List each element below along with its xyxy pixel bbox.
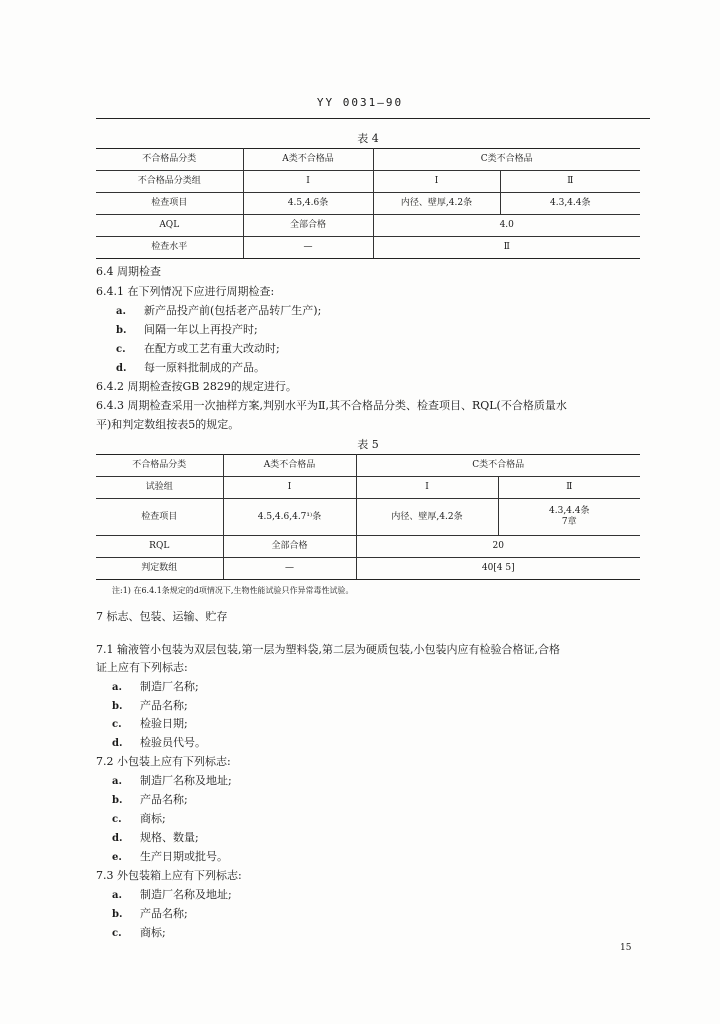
list-item: c. 在配方或工艺有重大改动时; (116, 342, 280, 355)
list-item: c. 商标; (112, 812, 166, 825)
table-cell: 内径、壁厚,4.2条 (356, 499, 498, 536)
table-cell: — (223, 558, 356, 580)
section-7-heading: 7 标志、包装、运输、贮存 (96, 610, 228, 623)
list-item: a. 新产品投产前(包括老产品转厂生产); (116, 304, 322, 317)
table-row (96, 499, 640, 536)
table-cell: 判定数组 (96, 558, 223, 580)
table-cell: Ⅱ (373, 237, 640, 259)
table-cell: 不合格品分类 (96, 455, 223, 477)
list-item: b. 间隔一年以上再投产时; (116, 323, 258, 336)
list-item: b. 产品名称; (112, 699, 188, 712)
table-cell: C类不合格品 (373, 149, 640, 171)
table-cell: Ⅰ (373, 171, 500, 193)
table-row (96, 455, 640, 477)
page-number: 15 (620, 943, 632, 953)
table-cell: A类不合格品 (223, 455, 356, 477)
table-cell: 检查水平 (96, 237, 243, 259)
list-item: c. 检验日期; (112, 717, 188, 730)
clause-6-4-1: 6.4.1 在下列情况下应进行周期检查: (96, 285, 275, 298)
list-item: d. 每一原料批制成的产品。 (116, 361, 265, 374)
section-6-4-heading: 6.4 周期检查 (96, 265, 161, 278)
table-cell: RQL (96, 536, 223, 558)
table5-note: 注:1) 在6.4.1条规定的d项情况下,生物性能试验只作异常毒性试验。 (112, 586, 354, 595)
table-cell: 全部合格 (243, 215, 373, 237)
list-item: c. 商标; (112, 926, 166, 939)
table-cell: 试验组 (96, 477, 223, 499)
table-row (96, 149, 640, 171)
table-cell: Ⅰ (243, 171, 373, 193)
header-rule (96, 118, 650, 119)
table-cell: 不合格品分类组 (96, 171, 243, 193)
table-cell: 全部合格 (223, 536, 356, 558)
table-cell: — (243, 237, 373, 259)
table-cell: 检查项目 (96, 499, 223, 536)
clause-6-4-3-cont: 平)和判定数组按表5的规定。 (96, 418, 240, 431)
table-cell: Ⅱ (500, 171, 640, 193)
table-cell: Ⅰ (223, 477, 356, 499)
clause-7-3: 7.3 外包装箱上应有下列标志: (96, 869, 242, 882)
table-row (96, 171, 640, 193)
table-cell: AQL (96, 215, 243, 237)
list-item: b. 产品名称; (112, 793, 188, 806)
table4-caption: 表 4 (357, 132, 379, 145)
list-item: d. 检验员代号。 (112, 736, 206, 749)
table-row (96, 215, 640, 237)
table-cell: 4.3,4.4条 (500, 193, 640, 215)
list-item: a. 制造厂名称; (112, 680, 199, 693)
table-cell: Ⅱ (498, 477, 640, 499)
table-cell: 内径、壁厚,4.2条 (373, 193, 500, 215)
table-cell: Ⅰ (356, 477, 498, 499)
table-cell: 4.5,4.6条 (243, 193, 373, 215)
table-row (96, 536, 640, 558)
table-row (96, 237, 640, 259)
list-item: d. 规格、数量; (112, 831, 199, 844)
table-cell: 40[4 5] (356, 558, 640, 580)
clause-7-1: 7.1 输液管小包装为双层包装,第一层为塑料袋,第二层为硬质包装,小包装内应有检验合格证,合格 (96, 643, 560, 656)
table-cell: 4.0 (373, 215, 640, 237)
table5-caption: 表 5 (357, 438, 379, 451)
table-row (96, 193, 640, 215)
table-cell: 不合格品分类 (96, 149, 243, 171)
clause-6-4-2: 6.4.2 周期检查按GB 2829的规定进行。 (96, 380, 297, 393)
list-item: a. 制造厂名称及地址; (112, 888, 232, 901)
table-row (96, 477, 640, 499)
table-cell: 4.5,4.6,4.7¹⁾条 (223, 499, 356, 536)
clause-6-4-3: 6.4.3 周期检查采用一次抽样方案,判别水平为Ⅱ,其不合格品分类、检查项目、RQL(不合格质量水 (96, 399, 567, 412)
table-cell: C类不合格品 (356, 455, 640, 477)
clause-7-1-cont: 证上应有下列标志: (96, 661, 188, 674)
list-item: e. 生产日期或批号。 (112, 850, 228, 863)
table-cell: 4.3,4.4条 7章 (498, 499, 640, 536)
list-item: a. 制造厂名称及地址; (112, 774, 232, 787)
list-item: b. 产品名称; (112, 907, 188, 920)
table-cell: A类不合格品 (243, 149, 373, 171)
table-row (96, 558, 640, 580)
table-cell: 检查项目 (96, 193, 243, 215)
table-cell: 20 (356, 536, 640, 558)
standard-header: YY 0031—90 (316, 96, 404, 109)
clause-7-2: 7.2 小包装上应有下列标志: (96, 755, 231, 768)
table5 (96, 454, 640, 580)
table4 (96, 148, 640, 259)
